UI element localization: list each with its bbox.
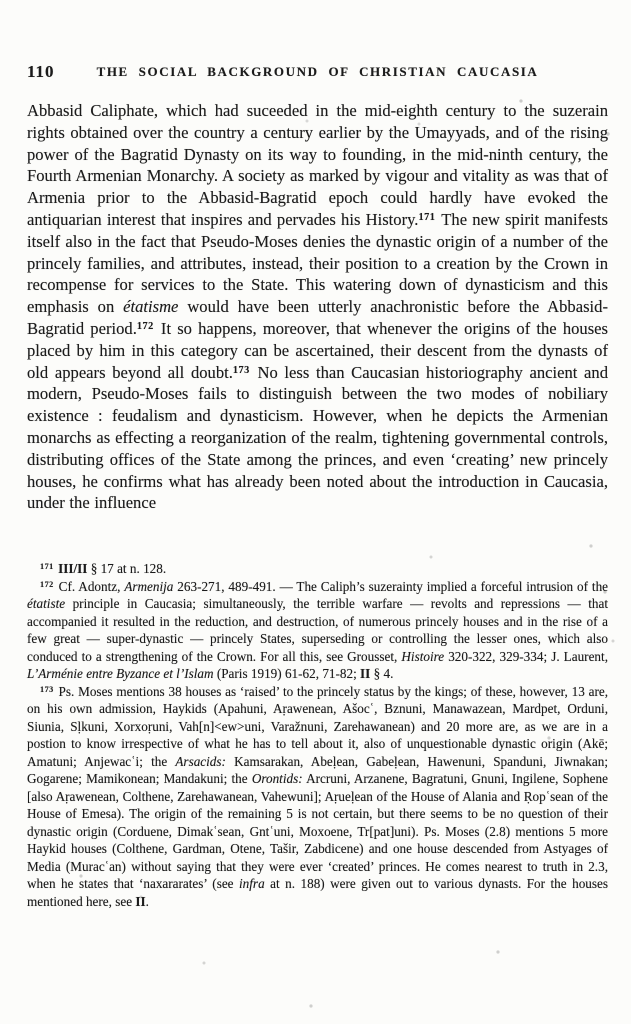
page-number: 110 (27, 62, 55, 81)
running-title: THE SOCIAL BACKGROUND OF CHRISTIAN CAUCASIA (96, 64, 539, 79)
page-header (27, 62, 608, 84)
scan-specks (0, 0, 2, 2)
footnote-171: $^{171}$ III/II § 17 at n. 128. (40, 561, 167, 577)
page-body (27, 100, 608, 514)
main-paragraph: Abbasid Caliphate, which had suceeded in the mid-eighth century to the suzerain rights obtained over the country a century earlier by the Umayyads, and of the rising power of the Bagratid Dynasty on its way to founding, in the mid-ninth century, the Fourth Armenian Monarchy. A society as marked by vigour and vitality as was that of Armenia prior to the Abbasid-Bagratid epoch could hardly have evoked the antiquarian interest that inspires and pervades his History.$^{171}$ The new spirit manifests itself also in the fact that Pseudo-Moses denies the dynastic origin of a number of the princely families, and attributes, instead, their position to a creation by the Crown in recompense for services to the State. This watering down of dynasticism and this emphasis on étatisme would have been utterly anachronistic before the Abbasid-Bagratid period.$^{172}$ It so happens, moreover, that whenever the origins of the houses placed by him in this category can be ascertained, their descent from the dynasts of old appears beyond all doubt.$^{173}$ No less than Caucasian historiography ancient and modern, Pseudo-Moses fails to distinguish between the two modes of nobiliary existence : feudalism and dynasticism. However, when he depicts the Armenian monarchs as effecting a reorganization of the realm, tightening governmental controls, distributing offices of the State among the princes, and even ‘creating’ new princely houses, he confirms what has already been noted about the introduction in Caucasia, under the influence (27, 101, 609, 513)
footnotes-section (27, 560, 608, 910)
footnote-173: $^{173}$ Ps. Moses mentions 38 houses as ‘raised’ to the princely status by the kings; of these, however, 13 are, on his own admission, Haykids (Apahuni, Aṛawenean, Ašocʿ, Bznuni, Manawazean, Mardpet, Orduni, Siunia, Sḷkuni, Xorxoṛuni, Vah[n]<ew>uni, Varažnuni, Zarehawanean) and 20 more are, as we are in a postion to know irrespective of what he has to tell about it, also of unquestionable dynastic origin (Akē; Amatuni; Anjewacʿi; the Arsacids: Kamsarakan, Abeḷean, Gabeḷean, Hawenuni, Spanduni, Jiwnakan; Gogarene; Mamikonean; Mandakuni; the Orontids: Arcruni, Arzanene, Bagratuni, Gnuni, Ingilene, Sophene [also Aṛawenean, Colthene, Zarehawanean, Vahewuni]; Aṛueḷean of the House of Alania and Ṛopʿsean of the House of Emesa). The origin of the remaining 5 is not certain, but there seems to be no question of their dynastic origin (Corduene, Dimakʿsean, Gntʿuni, Moxoene, Tr[pat]uni). Ps. Moses (2.8) mentions 5 more Haykid houses (Colthene, Gardman, Otene, Tašir, Zabdicene) and one house descended from Astyages of Media (Muracʿan) without saying that they were ever ‘created’ princes. He comes nearest to truth in 2.3, when he states that ‘naxararates’ (see infra at n. 188) were given out to various dynasts. For the houses mentioned here, see II. (27, 683, 609, 909)
footnote-172: $^{172}$ Cf. Adontz, Armenija 263-271, 489-491. — The Caliph’s suzerainty implied a forceful intrusion of the étatiste principle in Caucasia; simultaneously, the terrible warfare — revolts and repressions — that accompanied it resulted in the reduction, and destruction, of numerous princely houses and in the rise of a few great — super-dynastic — princely States, superseding or controlling the lesser ones, which also conduced to a strengthening of the Crown. For all this, see Grousset, Histoire 320-322, 329-334; J. Laurent, L’Arménie entre Byzance et l’Islam (Paris 1919) 61-62, 71-82; II § 4. (27, 578, 609, 682)
